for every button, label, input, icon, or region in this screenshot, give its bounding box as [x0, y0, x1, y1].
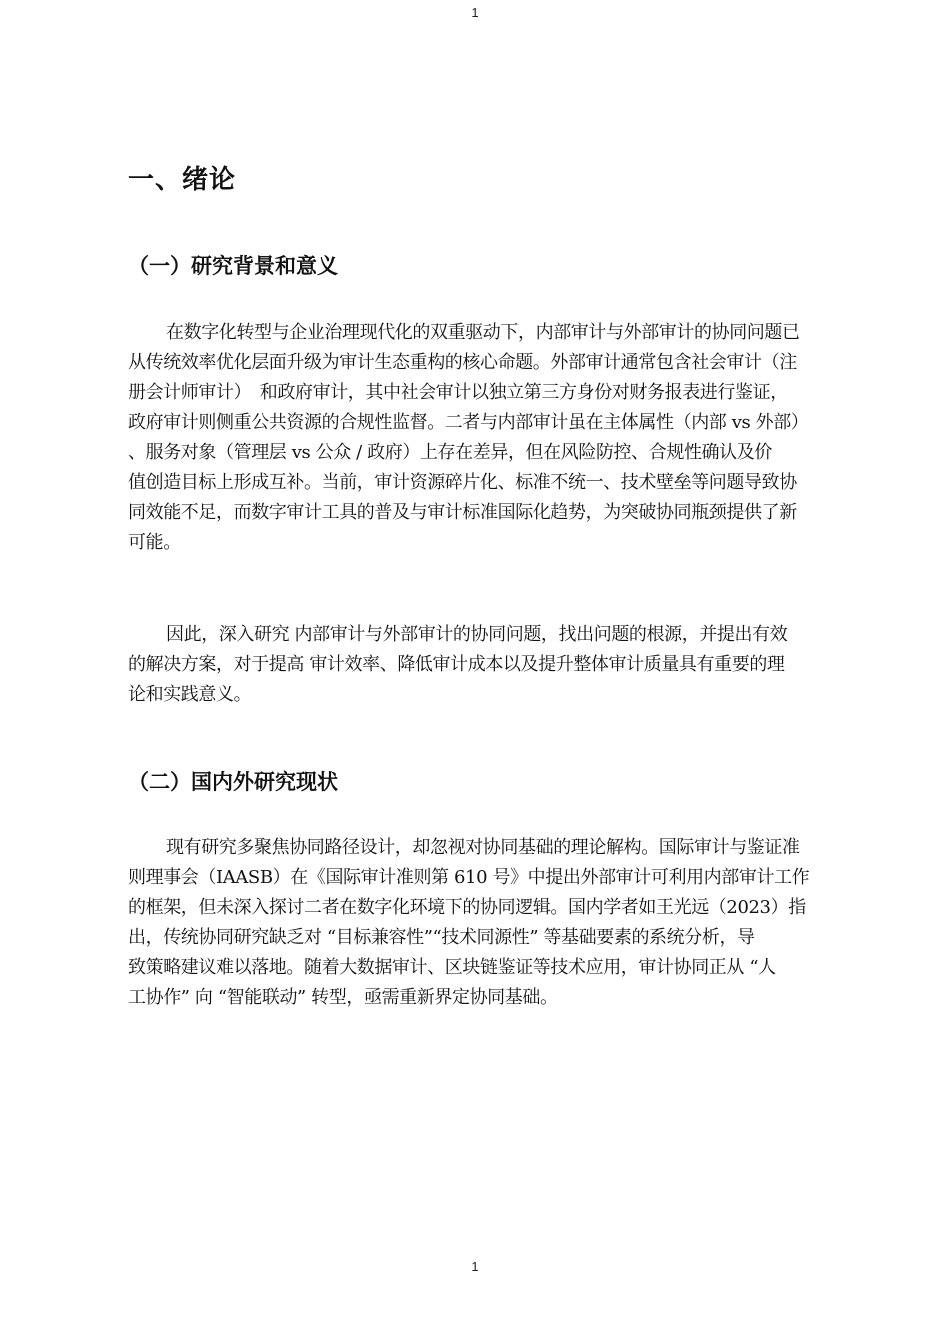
paragraph-significance	[128, 620, 865, 710]
paragraph-line: 在数字化转型与企业治理现代化的双重驱动下，内部审计与外部审计的协同问题已	[166, 322, 800, 343]
section-title-research-status: （二）国内外研究现状	[128, 770, 338, 794]
paragraph-line: 可能。	[128, 532, 181, 553]
paragraph-line: 的解决方案，对于提高 审计效率、降低审计成本以及提升整体审计质量具有重要的理	[128, 654, 785, 675]
paragraph-line: 从传统效率优化层面升级为审计生态重构的核心命题。外部审计通常包含社会审计（注	[128, 352, 797, 373]
footer-page-number: 1	[471, 1259, 479, 1274]
paragraph-line: 政府审计则侧重公共资源的合规性监督。二者与内部审计虽在主体属性（内部 vs 外部）	[128, 412, 809, 433]
paragraph-line: 论和实践意义。	[128, 684, 252, 705]
header-page-number: 1	[471, 5, 479, 20]
section-title-background: （一）研究背景和意义	[128, 254, 338, 278]
paragraph-line: 出，传统协同研究缺乏对 “目标兼容性”“技术同源性” 等基础要素的系统分析，导	[128, 927, 755, 948]
paragraph-line: 现有研究多聚焦协同路径设计，却忽视对协同基础的理论解构。国际审计与鉴证准	[166, 837, 800, 858]
paragraph-line: 册会计师审计） 和政府审计，其中社会审计以独立第三方身份对财务报表进行鉴证，	[128, 382, 788, 403]
paragraph-research-status	[128, 833, 865, 1013]
paragraph-line: 同效能不足，而数字审计工具的普及与审计标准国际化趋势，为突破协同瓶颈提供了新	[128, 502, 797, 523]
paragraph-line: 因此，深入研究 内部审计与外部审计的协同问题，找出问题的根源，并提出有效	[166, 624, 788, 645]
paragraph-line: 致策略建议难以落地。随着大数据审计、区块链鉴证等技术应用，审计协同正从 “人	[128, 957, 776, 978]
paragraph-line: 的框架，但未深入探讨二者在数字化环境下的协同逻辑。国内学者如王光远（2023）指	[128, 897, 806, 918]
paragraph-background	[128, 318, 865, 558]
paragraph-line: 值创造目标上形成互补。当前，审计资源碎片化、标准不统一、技术壁垒等问题导致协	[128, 472, 797, 493]
chapter-title: 一、绪论	[128, 165, 237, 195]
paragraph-line: 、服务对象（管理层 vs 公众 / 政府）上存在差异，但在风险防控、合规性确认及价	[128, 442, 772, 463]
paragraph-line: 工协作” 向 “智能联动” 转型，亟需重新界定协同基础。	[128, 987, 558, 1008]
paragraph-line: 则理事会（IAASB）在《国际审计准则第 610 号》中提出外部审计可利用内部审计工作	[128, 867, 810, 888]
